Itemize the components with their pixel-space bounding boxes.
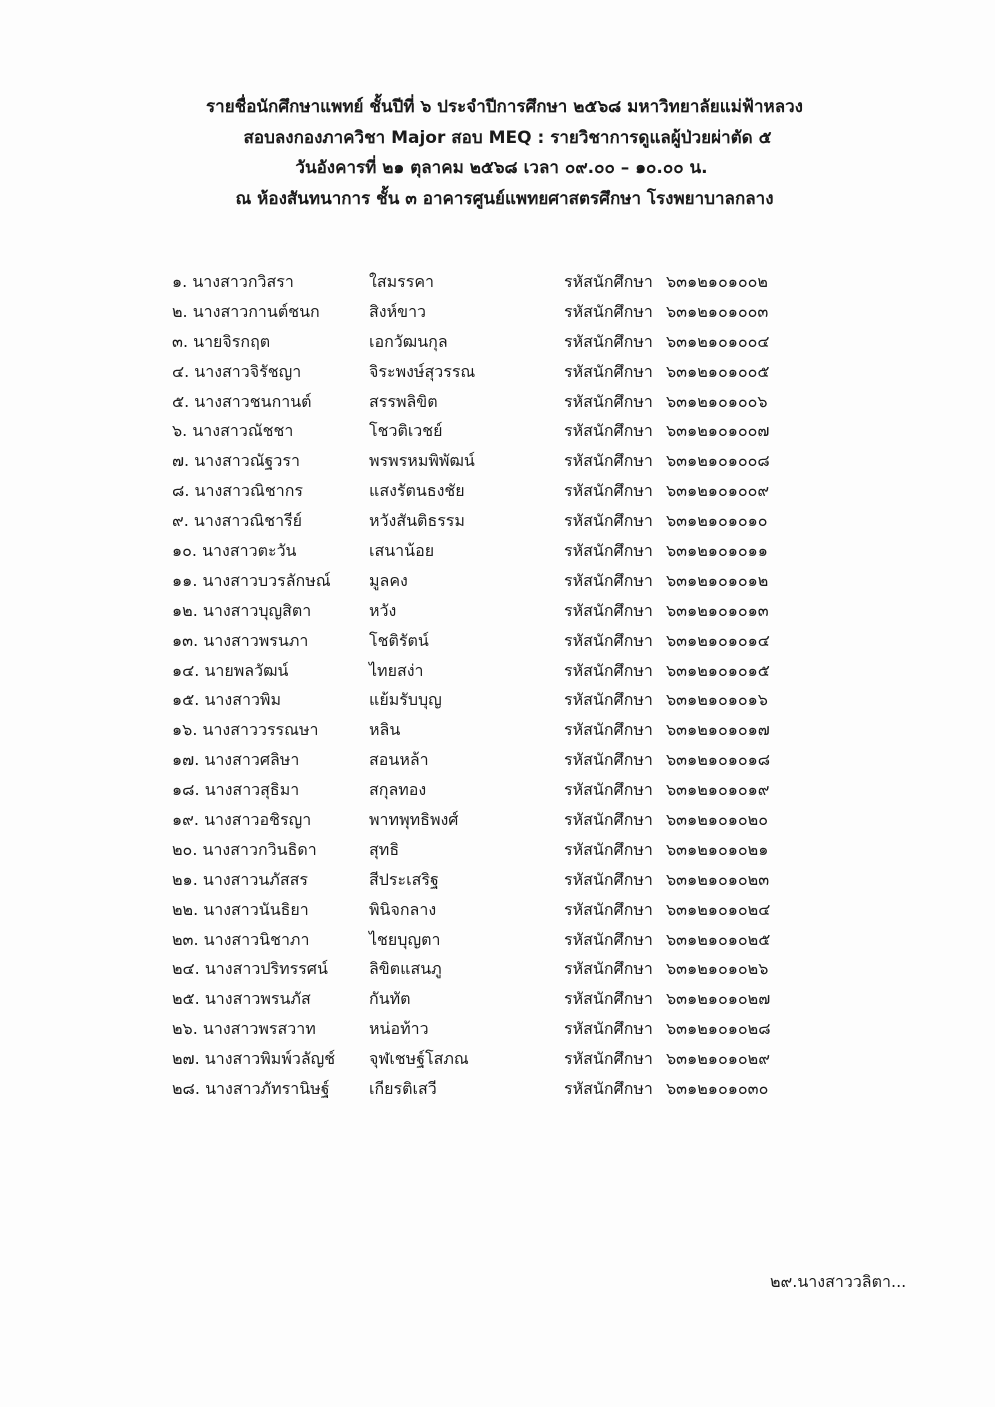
student-id-label: รหัสนักศึกษา [564,660,653,680]
student-surname: สกุลทอง [369,780,427,800]
student-surname: ลิขิตแสนภู [369,959,442,979]
student-surname: ไชยบุญตา [369,929,441,949]
list-item [0,297,995,327]
student-id-label: รหัสนักศึกษา [564,720,653,740]
list-item [0,1074,995,1104]
student-name: นางสาวศลิษา [204,750,300,770]
student-id-code: ๖๓๑๒๑๐๑๐๑๐ [666,511,768,531]
student-number-and-name [172,865,308,895]
student-name: นางสาวจิรัชญา [194,361,302,381]
student-name: นางสาวกวินธิดา [202,839,317,859]
list-item [0,327,995,357]
student-number: ๑๓. [172,630,199,650]
student-id-label: รหัสนักศึกษา [564,810,653,830]
student-surname: หน่อท้าว [369,1019,429,1039]
student-surname: โชวติเวชย์ [369,421,443,441]
student-number: ๒๗. [172,1049,200,1069]
student-id-code: ๖๓๑๒๑๐๑๐๑๓ [666,600,769,620]
student-name: นางสาวณัชชา [192,421,294,441]
student-id-code: ๖๓๑๒๑๐๑๐๒๐ [666,810,768,830]
student-number-and-name [172,506,302,536]
student-id-code: ๖๓๑๒๑๐๑๐๐๕ [666,361,770,381]
student-number-and-name [172,656,288,686]
student-number: ๒๘. [172,1079,200,1099]
list-item [0,835,995,865]
list-item [0,775,995,805]
student-number: ๒. [172,301,188,321]
student-name: นางสาวกวิสรา [192,272,294,291]
list-item [0,865,995,895]
student-number-and-name [172,596,311,626]
student-id-code: ๖๓๑๒๑๐๑๐๐๗ [666,421,770,441]
student-number-and-name [172,954,328,984]
list-item [0,715,995,745]
student-id-code: ๖๓๑๒๑๐๑๐๐๖ [666,391,768,411]
student-surname: มูลคง [369,570,408,590]
student-number-and-name [172,805,311,835]
student-surname: ใสมรรคา [369,272,434,291]
student-number-and-name [172,476,303,506]
list-item [0,357,995,387]
student-id-code: ๖๓๑๒๑๐๑๐๐๙ [666,481,770,501]
student-surname: พินิจกลาง [369,899,437,919]
student-id-code: ๖๓๑๒๑๐๑๐๑๙ [666,780,770,800]
student-number-and-name [172,267,294,297]
student-id-label: รหัสนักศึกษา [564,1049,653,1069]
student-name: นางสาวพิมพ์วลัญช์ [204,1049,336,1069]
student-number-and-name [172,745,299,775]
student-number: ๗. [172,451,190,471]
student-number: ๒๑. [172,869,198,889]
student-number: ๑๐. [172,541,198,561]
student-id-label: รหัสนักศึกษา [564,511,653,531]
student-name: นายจิรกฤต [193,331,271,351]
list-item [0,267,995,297]
student-number-and-name [172,1014,316,1044]
student-name: นางสาววรรณษา [202,720,319,740]
list-item [0,596,995,626]
student-surname: สอนหล้า [369,750,429,770]
student-number: ๒๓. [172,929,199,949]
student-name: นางสาวกานต์ชนก [192,301,320,321]
student-id-code: ๖๓๑๒๑๐๑๐๑๘ [666,750,771,770]
student-number-and-name [172,566,331,596]
student-name: นางสาวพิม [204,690,282,710]
student-number: ๑. [172,272,188,291]
student-name: นางสาวบุญสิตา [202,600,312,620]
list-item [0,984,995,1014]
list-item [0,506,995,536]
student-id-label: รหัสนักศึกษา [564,839,653,859]
student-name: นางสาวนิชาภา [203,929,310,949]
student-id-code: ๖๓๑๒๑๐๑๐๓๐ [666,1079,769,1099]
list-item [0,446,995,476]
list-item [0,626,995,656]
student-id-label: รหัสนักศึกษา [564,929,653,949]
student-number: ๑๔. [172,660,200,680]
student-surname: เสนาน้อย [369,541,435,561]
student-number: ๒๕. [172,989,200,1009]
student-surname: เกียรติเสวี [369,1079,437,1099]
student-number: ๑๙. [172,810,199,830]
list-item [0,416,995,446]
student-number-and-name [172,1074,330,1104]
student-surname: หวังสันติธรรม [369,511,465,531]
student-id-label: รหัสนักศึกษา [564,959,653,979]
student-surname: สิงห์ขาว [369,301,427,321]
student-number: ๒๖. [172,1019,198,1039]
student-name: นางสาวณิชารีย์ [193,511,303,531]
list-item [0,476,995,506]
list-item [0,566,995,596]
student-surname: จิระพงษ์สุวรรณ [369,361,476,381]
student-id-label: รหัสนักศึกษา [564,1079,653,1099]
student-surname: เอกวัฒนกุล [369,331,448,351]
student-name: นางสาวณิชากร [194,481,303,501]
student-surname: สุทธิ [369,839,400,859]
student-name: นางสาวพรสวาท [202,1019,316,1039]
student-number-and-name [172,626,308,656]
student-surname: หวัง [369,600,397,620]
student-id-code: ๖๓๑๒๑๐๑๐๒๙ [666,1049,770,1069]
student-list [0,267,995,1104]
list-item [0,925,995,955]
student-surname: แสงรัตนธงชัย [369,481,465,501]
student-number: ๑๘. [172,780,200,800]
student-id-code: ๖๓๑๒๑๐๑๐๒๘ [666,1019,771,1039]
student-number: ๑๗. [172,750,200,770]
continuation-note: ๒๙.นางสาววลิตา... [770,1272,907,1291]
student-name: นางสาวปริทรรศน์ [204,959,328,979]
list-item [0,685,995,715]
list-item [0,745,995,775]
header-date-time: วันอังคารที่ ๒๑ ตุลาคม ๒๕๖๘ เวลา ๐๙.๐๐ – ๑๐.๐๐ น. [295,158,708,178]
document-header [0,92,995,214]
student-id-code: ๖๓๑๒๑๐๑๐๐๓ [666,301,769,321]
student-id-label: รหัสนักศึกษา [564,481,653,501]
student-id-label: รหัสนักศึกษา [564,1019,653,1039]
list-item [0,387,995,417]
student-surname: พาทพุทธิพงศ์ [369,810,459,830]
student-surname: พรพรหมพิพัฒน์ [369,451,475,471]
student-number: ๙. [172,511,189,531]
student-number-and-name [172,446,300,476]
student-id-code: ๖๓๑๒๑๐๑๐๒๔ [666,899,771,919]
student-number: ๕. [172,391,190,411]
student-name: นางสาวอชิรญา [204,810,312,830]
student-number-and-name [172,1044,335,1074]
student-name: นางสาวสุธิมา [204,780,300,800]
student-id-code: ๖๓๑๒๑๐๑๐๐๒ [666,272,768,291]
student-id-code: ๖๓๑๒๑๐๑๐๑๑ [666,541,768,561]
student-id-code: ๖๓๑๒๑๐๑๐๒๕ [666,929,771,949]
header-location: ณ ห้องสันทนาการ ชั้น ๓ อาคารศูนย์แพทยศาสตรศึกษา โรงพยาบาลกลาง [235,188,774,209]
header-exam-subject: สอบลงกองภาควิชา Major สอบ MEQ : รายวิชาการดูแลผู้ป่วยผ่าตัด ๕ [243,127,772,148]
student-id-label: รหัสนักศึกษา [564,899,653,919]
student-number: ๑๒. [172,600,198,620]
student-number-and-name [172,835,317,865]
student-name: นางสาวพรนภัส [204,989,311,1009]
student-id-label: รหัสนักศึกษา [564,750,653,770]
student-number-and-name [172,387,312,417]
student-id-label: รหัสนักศึกษา [564,391,653,411]
student-number-and-name [172,357,301,387]
student-name: นางสาวพรนภา [203,630,309,650]
student-surname: ไทยสง่า [369,660,424,680]
student-id-code: ๖๓๑๒๑๐๑๐๒๓ [666,869,770,889]
student-number: ๔. [172,361,190,381]
student-id-code: ๖๓๑๒๑๐๑๐๐๔ [666,331,770,351]
student-number: ๖. [172,421,188,441]
student-surname: โชติรัตน์ [369,630,429,650]
list-item [0,805,995,835]
student-id-code: ๖๓๑๒๑๐๑๐๑๖ [666,690,768,710]
student-id-code: ๖๓๑๒๑๐๑๐๑๒ [666,570,769,590]
student-surname: สรรพลิขิต [369,391,438,411]
student-id-label: รหัสนักศึกษา [564,989,653,1009]
student-id-label: รหัสนักศึกษา [564,361,653,381]
student-number: ๒๔. [172,959,200,979]
student-number-and-name [172,775,299,805]
student-name: นางสาวนภัสสร [202,869,308,889]
student-number-and-name [172,685,281,715]
student-name: นางสาวตะวัน [202,541,297,561]
student-number-and-name [172,715,319,745]
student-id-label: รหัสนักศึกษา [564,869,653,889]
student-surname: สีประเสริฐ [369,869,439,889]
student-number: ๒๒. [172,899,199,919]
student-id-code: ๖๓๑๒๑๐๑๐๒๗ [666,989,771,1009]
student-id-code: ๖๓๑๒๑๐๑๐๑๗ [666,720,770,740]
student-name: นางสาวณัฐวรา [194,451,300,471]
list-item [0,1014,995,1044]
student-id-label: รหัสนักศึกษา [564,331,653,351]
list-item [0,536,995,566]
student-id-label: รหัสนักศึกษา [564,421,653,441]
student-id-label: รหัสนักศึกษา [564,541,653,561]
list-item [0,1044,995,1074]
student-id-code: ๖๓๑๒๑๐๑๐๐๘ [666,451,770,471]
student-number-and-name [172,297,320,327]
student-number: ๑๑. [172,570,198,590]
student-id-label: รหัสนักศึกษา [564,301,653,321]
student-id-label: รหัสนักศึกษา [564,451,653,471]
student-id-label: รหัสนักศึกษา [564,570,653,590]
student-id-code: ๖๓๑๒๑๐๑๐๒๖ [666,959,769,979]
student-name: นางสาวชนกานต์ [194,391,312,411]
student-number: ๑๕. [172,690,200,710]
student-number-and-name [172,416,293,446]
student-number-and-name [172,925,309,955]
student-number-and-name [172,984,311,1014]
list-item [0,895,995,925]
student-surname: กันทัต [369,989,411,1009]
student-number-and-name [172,536,296,566]
list-item [0,656,995,686]
student-id-label: รหัสนักศึกษา [564,600,653,620]
student-id-label: รหัสนักศึกษา [564,690,653,710]
student-number: ๘. [172,481,190,501]
student-id-label: รหัสนักศึกษา [564,630,653,650]
student-name: นายพลวัฒน์ [204,660,289,680]
student-id-label: รหัสนักศึกษา [564,780,653,800]
student-id-code: ๖๓๑๒๑๐๑๐๒๑ [666,839,769,859]
student-number: ๑๖. [172,720,198,740]
header-title: รายชื่อนักศึกษาแพทย์ ชั้นปีที่ ๖ ประจำปีการศึกษา ๒๕๖๘ มหาวิทยาลัยแม่ฟ้าหลวง [206,97,803,117]
student-surname: แย้มรับบุญ [369,690,442,710]
student-id-label: รหัสนักศึกษา [564,272,653,291]
student-name: นางสาวภัทรานิษฐ์ [205,1079,330,1099]
student-surname: จุฬเชษฐ์โสภณ [369,1049,469,1069]
student-surname: หลิน [369,720,401,740]
student-id-code: ๖๓๑๒๑๐๑๐๑๕ [666,660,770,680]
list-item [0,954,995,984]
student-id-code: ๖๓๑๒๑๐๑๐๑๔ [666,630,770,650]
student-number-and-name [172,895,309,925]
student-name: นางสาวนันธิยา [203,899,309,919]
student-number-and-name [172,327,270,357]
student-number: ๓. [172,331,189,351]
student-number: ๒๐. [172,839,198,859]
student-name: นางสาวบวรลักษณ์ [202,570,331,590]
